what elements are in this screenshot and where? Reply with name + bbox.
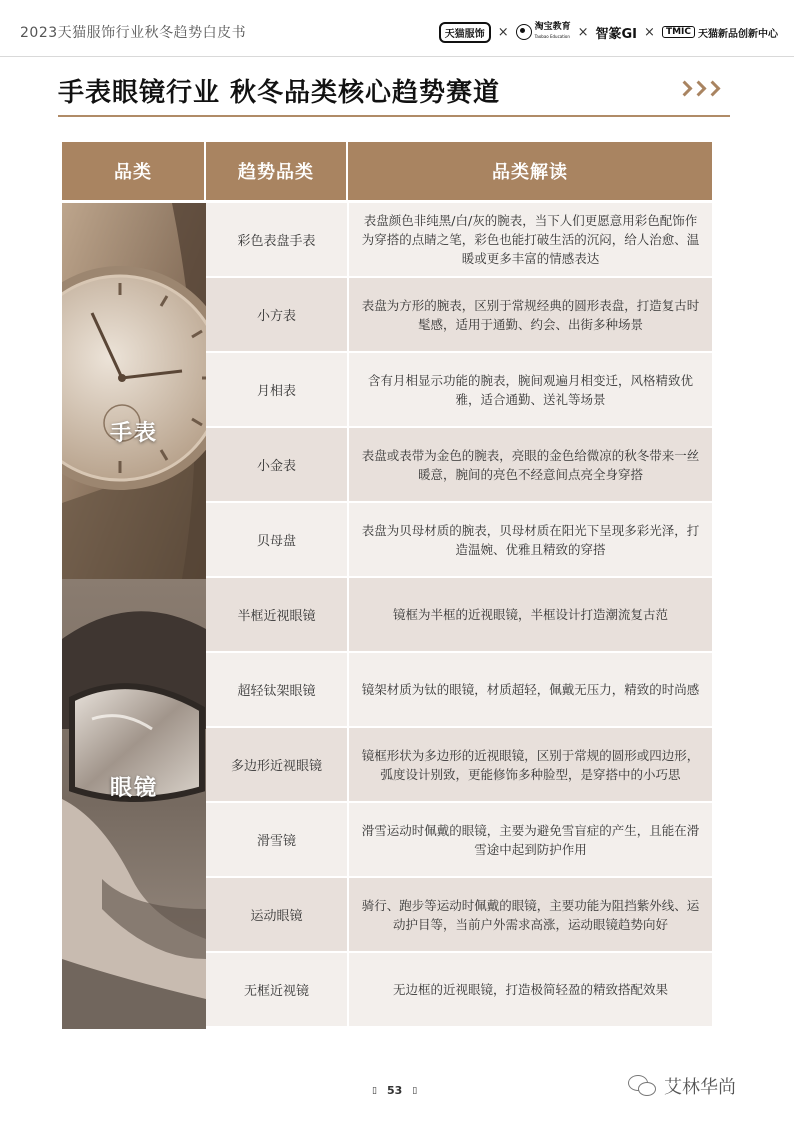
column-header-category: 品类 xyxy=(62,142,206,200)
interpretation-cell: 表盘颜色非纯黑/白/灰的腕表，当下人们更愿意用彩色配饰作为穿搭的点睛之笔，彩色也能打破生活的沉闷，给人治愈、温暖或更多丰富的情感表达 xyxy=(349,203,712,276)
page-number-value: 53 xyxy=(386,1084,403,1097)
zhizhuan-logo: 智篆GI xyxy=(595,26,638,42)
chevron-right-icon xyxy=(681,80,695,96)
trend-category-cell: 月相表 xyxy=(206,353,347,426)
category-cell-glasses xyxy=(62,579,206,1029)
chevron-right-icon xyxy=(709,80,723,96)
document-title: 2023天猫服饰行业秋冬趋势白皮书 xyxy=(20,25,247,41)
heading-divider xyxy=(58,115,730,117)
interpretation-cell: 镜架材质为钛的眼镜，材质超轻，佩戴无压力，精致的时尚感 xyxy=(349,653,712,726)
interpretation-cell: 镜框形状为多边形的近视眼镜，区别于常规的圆形或四边形，弧度设计别致，更能修饰多种脸型，是穿搭中的小巧思 xyxy=(349,728,712,801)
trend-category-cell: 贝母盘 xyxy=(206,503,347,576)
tmall-logo: 天猫服饰 xyxy=(439,22,491,43)
interpretation-cell: 骑行、跑步等运动时佩戴的眼镜，主要功能为阻挡紫外线、运动护目等，当前户外需求高涨，运动眼镜趋势向好 xyxy=(349,878,712,951)
taobao-education-logo xyxy=(516,23,571,41)
top-header-bar xyxy=(0,0,794,57)
interpretation-cell: 滑雪运动时佩戴的眼镜，主要为避免雪盲症的产生，且能在滑雪途中起到防护作用 xyxy=(349,803,712,876)
chevron-right-icon xyxy=(695,80,709,96)
watermark-text: 艾林华尚 xyxy=(664,1077,736,1098)
interpretation-cell: 无边框的近视眼镜，打造极简轻盈的精致搭配效果 xyxy=(349,953,712,1026)
interpretation-cell: 含有月相显示功能的腕表，腕间观遍月相变迁，风格精致优雅，适合通勤、送礼等场景 xyxy=(349,353,712,426)
page-heading: 手表眼镜行业 秋冬品类核心趋势赛道 xyxy=(58,78,501,108)
column-header-trend-category: 趋势品类 xyxy=(206,142,348,200)
taobao-circle-icon xyxy=(516,24,532,40)
taobao-logo-text: 淘宝教育 xyxy=(534,22,571,32)
category-cell-watch xyxy=(62,203,206,579)
logo-separator: × xyxy=(497,24,509,40)
chevrons-decoration xyxy=(681,80,723,96)
category-label-watch: 手表 xyxy=(109,421,158,446)
trend-category-cell: 超轻钛架眼镜 xyxy=(206,653,347,726)
tmic-logo-box: TMIC xyxy=(662,26,695,38)
category-label-glasses: 眼镜 xyxy=(109,776,158,801)
table-row xyxy=(206,728,712,801)
page-mark-left: ▯ xyxy=(372,1085,377,1096)
interpretation-cell: 表盘为贝母材质的腕表，贝母材质在阳光下呈现多彩光泽，打造温婉、优雅且精致的穿搭 xyxy=(349,503,712,576)
logo-separator: × xyxy=(644,24,655,40)
interpretation-cell: 表盘或表带为金色的腕表，亮眼的金色给微凉的秋冬带来一丝暖意，腕间的亮色不经意间点亮全身穿搭 xyxy=(349,428,712,501)
trend-category-cell: 无框近视镜 xyxy=(206,953,347,1026)
tmic-logo-text: 天猫新品创新中心 xyxy=(698,28,778,40)
table-row xyxy=(206,578,712,651)
watermark xyxy=(628,1073,736,1099)
table-row xyxy=(206,428,712,501)
table-header xyxy=(62,142,712,200)
trend-table xyxy=(62,142,712,1029)
watch-photo xyxy=(62,203,206,579)
trend-category-cell: 半框近视眼镜 xyxy=(206,578,347,651)
trend-category-cell: 多边形近视眼镜 xyxy=(206,728,347,801)
table-body xyxy=(206,203,712,1028)
column-header-interpretation: 品类解读 xyxy=(492,162,568,183)
page-mark-right: ▯ xyxy=(412,1085,418,1096)
table-row xyxy=(206,803,712,876)
table-row xyxy=(206,878,712,951)
wechat-icon xyxy=(628,1075,658,1097)
table-row xyxy=(206,353,712,426)
trend-category-cell: 小金表 xyxy=(206,428,347,501)
partner-logos xyxy=(439,20,778,44)
trend-category-cell: 运动眼镜 xyxy=(206,878,347,951)
page-number xyxy=(372,1084,417,1097)
interpretation-cell: 镜框为半框的近视眼镜，半框设计打造潮流复古范 xyxy=(349,578,712,651)
logo-separator: × xyxy=(577,24,589,40)
table-row xyxy=(206,278,712,351)
tmic-logo xyxy=(662,25,778,40)
trend-category-cell: 彩色表盘手表 xyxy=(206,203,347,276)
interpretation-cell: 表盘为方形的腕表，区别于常规经典的圆形表盘，打造复古时髦感，适用于通勤、约会、出街多种场景 xyxy=(349,278,712,351)
glasses-photo xyxy=(62,579,206,1029)
taobao-logo-subtext: Taobao Education xyxy=(534,34,570,39)
table-row xyxy=(206,503,712,576)
table-row xyxy=(206,203,712,276)
table-row xyxy=(206,953,712,1026)
trend-category-cell: 滑雪镜 xyxy=(206,803,347,876)
table-row xyxy=(206,653,712,726)
trend-category-cell: 小方表 xyxy=(206,278,347,351)
